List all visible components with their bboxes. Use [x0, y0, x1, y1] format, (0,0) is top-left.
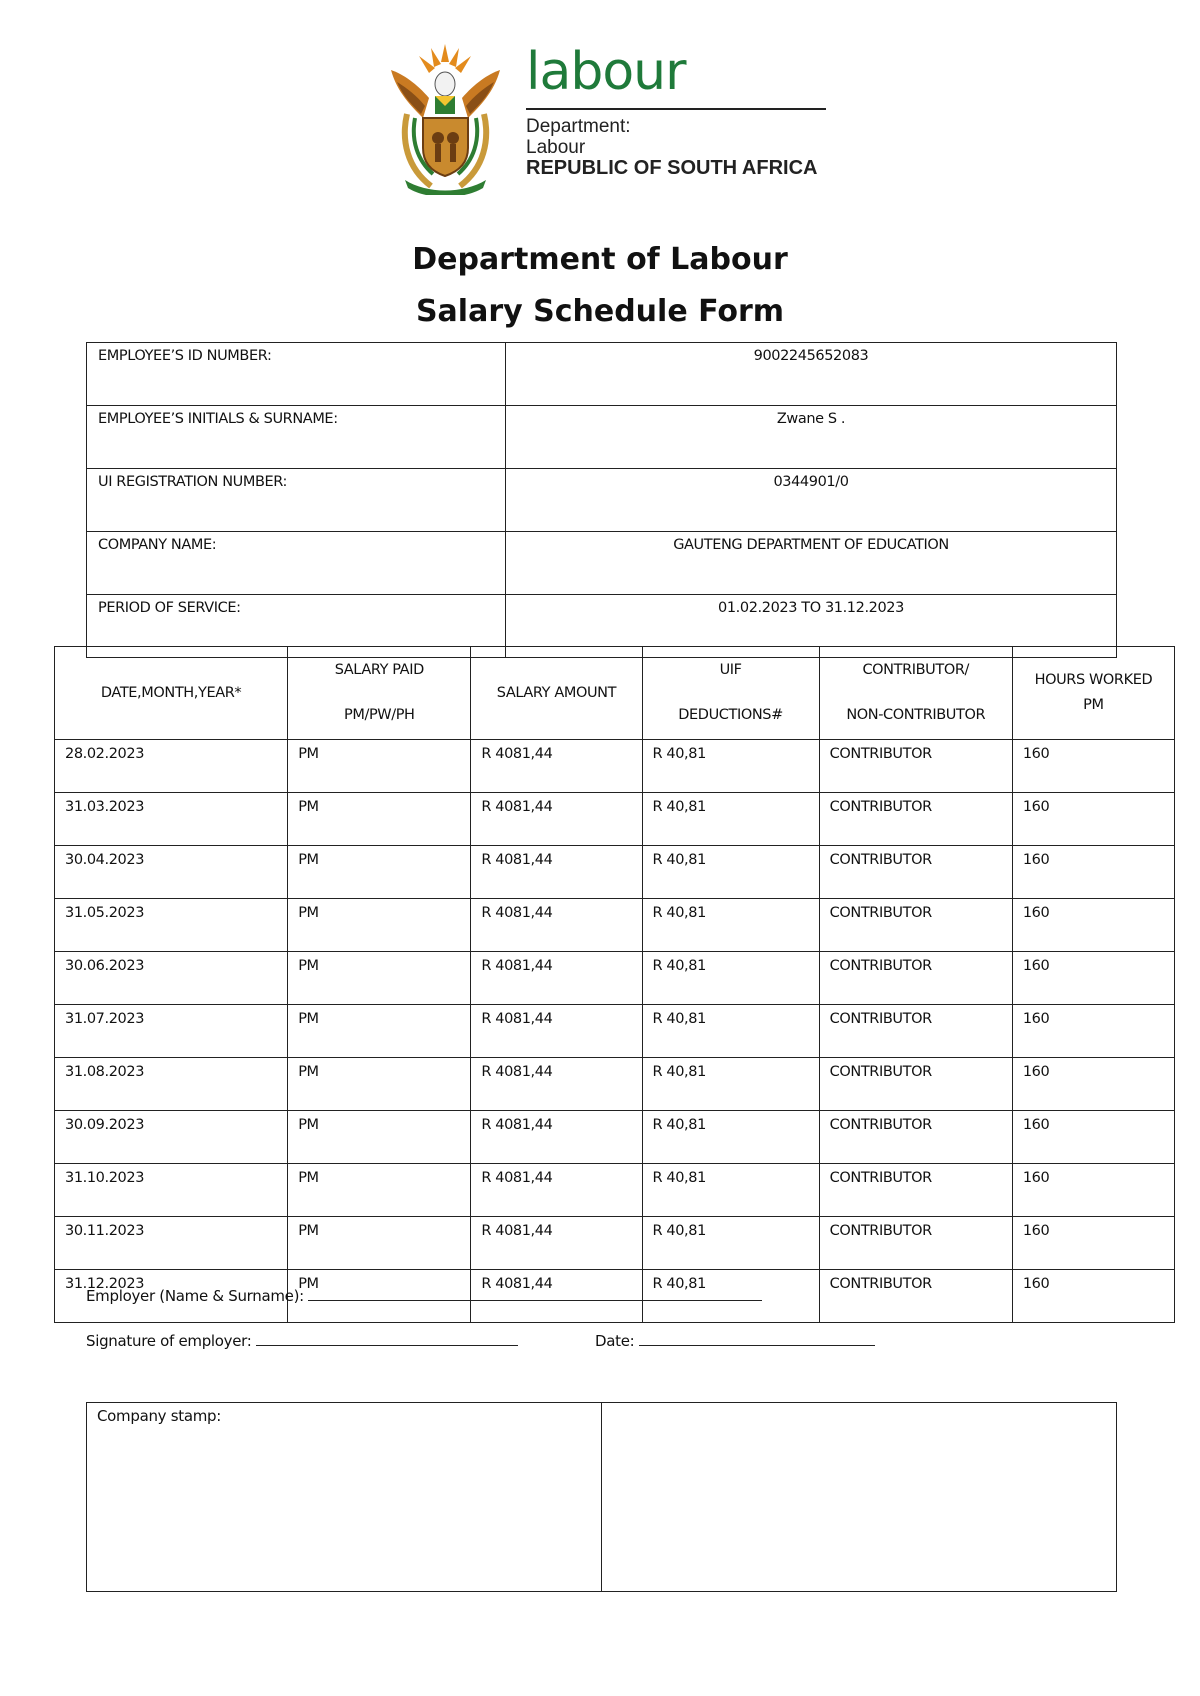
cell-date: 31.03.2023	[55, 793, 288, 846]
cell-salary-paid: PM	[288, 846, 471, 899]
table-row	[55, 1164, 1175, 1217]
header-salary-amount	[471, 647, 642, 740]
cell-hours: 160	[1012, 1270, 1174, 1323]
cell-contributor: CONTRIBUTOR	[819, 1111, 1012, 1164]
cell-salary-paid: PM	[288, 1111, 471, 1164]
period-of-service-label: PERIOD OF SERVICE:	[87, 595, 506, 658]
employer-signature-line	[86, 1331, 518, 1350]
cell-contributor: CONTRIBUTOR	[819, 793, 1012, 846]
date-label: Date:	[595, 1332, 635, 1350]
cell-contributor: CONTRIBUTOR	[819, 1164, 1012, 1217]
department-logo	[383, 40, 843, 200]
cell-hours: 160	[1012, 1111, 1174, 1164]
cell-uif: R 40,81	[642, 952, 819, 1005]
cell-hours: 160	[1012, 740, 1174, 793]
cell-contributor: CONTRIBUTOR	[819, 899, 1012, 952]
header-contributor-line2: NON-CONTRIBUTOR	[846, 707, 986, 723]
table-row	[87, 343, 1117, 406]
cell-hours: 160	[1012, 793, 1174, 846]
table-header-row	[55, 647, 1175, 740]
employer-signature-field[interactable]	[256, 1331, 518, 1346]
cell-uif: R 40,81	[642, 1005, 819, 1058]
cell-salary-paid: PM	[288, 793, 471, 846]
cell-salary-paid: PM	[288, 1270, 471, 1323]
cell-contributor: CONTRIBUTOR	[819, 846, 1012, 899]
cell-uif: R 40,81	[642, 740, 819, 793]
header-contributor-line1: CONTRIBUTOR/	[862, 662, 970, 678]
header-date-label: DATE,MONTH,YEAR*	[100, 684, 242, 701]
id-number-label: EMPLOYEE’S ID NUMBER:	[87, 343, 506, 406]
cell-uif: R 40,81	[642, 793, 819, 846]
brand-divider	[526, 108, 826, 110]
cell-date: 30.04.2023	[55, 846, 288, 899]
ui-registration-value: 0344901/0	[506, 469, 1117, 532]
cell-salary-amount: R 4081,44	[471, 1111, 642, 1164]
id-number-value: 9002245652083	[506, 343, 1117, 406]
period-of-service-value: 01.02.2023 TO 31.12.2023	[506, 595, 1117, 658]
cell-salary-paid: PM	[288, 1058, 471, 1111]
cell-salary-amount: R 4081,44	[471, 899, 642, 952]
document-subtitle: Salary Schedule Form	[415, 294, 785, 329]
cell-contributor: CONTRIBUTOR	[819, 1217, 1012, 1270]
cell-date: 28.02.2023	[55, 740, 288, 793]
cell-salary-amount: R 4081,44	[471, 793, 642, 846]
cell-date: 31.10.2023	[55, 1164, 288, 1217]
cell-contributor: CONTRIBUTOR	[819, 952, 1012, 1005]
ui-registration-label: UI REGISTRATION NUMBER:	[87, 469, 506, 532]
cell-uif: R 40,81	[642, 1270, 819, 1323]
cell-date: 31.07.2023	[55, 1005, 288, 1058]
cell-contributor: CONTRIBUTOR	[819, 1058, 1012, 1111]
table-row	[87, 532, 1117, 595]
cell-hours: 160	[1012, 1217, 1174, 1270]
cell-contributor: CONTRIBUTOR	[819, 740, 1012, 793]
header-date	[55, 647, 288, 740]
cell-uif: R 40,81	[642, 1164, 819, 1217]
table-row	[55, 952, 1175, 1005]
company-stamp-label: Company stamp:	[97, 1407, 222, 1425]
header-uif-line1: UIF	[719, 662, 742, 678]
cell-uif: R 40,81	[642, 1058, 819, 1111]
date-line	[595, 1331, 875, 1350]
cell-salary-paid: PM	[288, 899, 471, 952]
table-row	[55, 899, 1175, 952]
cell-salary-amount: R 4081,44	[471, 1164, 642, 1217]
table-row	[55, 1058, 1175, 1111]
employer-signature-label: Signature of employer:	[86, 1332, 252, 1350]
header-hours-worked	[1012, 647, 1174, 740]
cell-salary-amount: R 4081,44	[471, 846, 642, 899]
header-salary-paid-line1: SALARY PAID	[334, 662, 424, 678]
company-name-label: COMPANY NAME:	[87, 532, 506, 595]
cell-salary-amount: R 4081,44	[471, 952, 642, 1005]
cell-date: 30.11.2023	[55, 1217, 288, 1270]
cell-uif: R 40,81	[642, 1111, 819, 1164]
brand-labour-line: Labour	[526, 137, 586, 158]
brand-text	[526, 40, 826, 179]
cell-uif: R 40,81	[642, 899, 819, 952]
company-name-value: GAUTENG DEPARTMENT OF EDUCATION	[506, 532, 1117, 595]
employer-name-label: Employer (Name & Surname):	[86, 1287, 304, 1305]
header-hours-line1: HOURS WORKED	[1034, 672, 1153, 688]
cell-date: 31.08.2023	[55, 1058, 288, 1111]
cell-salary-paid: PM	[288, 740, 471, 793]
header-contributor	[819, 647, 1012, 740]
employer-name-line	[86, 1286, 762, 1305]
cell-hours: 160	[1012, 1005, 1174, 1058]
name-label: EMPLOYEE’S INITIALS & SURNAME:	[87, 406, 506, 469]
company-stamp-cell	[87, 1403, 602, 1592]
company-stamp-area[interactable]	[602, 1403, 1117, 1592]
cell-salary-amount: R 4081,44	[471, 1005, 642, 1058]
table-row	[55, 1111, 1175, 1164]
cell-uif: R 40,81	[642, 1217, 819, 1270]
table-row	[55, 740, 1175, 793]
brand-country-line: REPUBLIC OF SOUTH AFRICA	[526, 157, 818, 179]
header-salary-paid-line2: PM/PW/PH	[344, 707, 415, 723]
date-field[interactable]	[639, 1331, 875, 1346]
header-uif-deductions	[642, 647, 819, 740]
cell-hours: 160	[1012, 1058, 1174, 1111]
salary-schedule-table	[54, 646, 1175, 1323]
table-row	[55, 793, 1175, 846]
cell-salary-paid: PM	[288, 1164, 471, 1217]
table-row	[55, 846, 1175, 899]
cell-hours: 160	[1012, 1164, 1174, 1217]
document-title: Department of Labour	[412, 242, 788, 277]
cell-salary-amount: R 4081,44	[471, 740, 642, 793]
cell-hours: 160	[1012, 899, 1174, 952]
cell-uif: R 40,81	[642, 846, 819, 899]
employee-info-table	[86, 342, 1117, 658]
header-uif-line2: DEDUCTIONS#	[678, 707, 783, 723]
header-salary-amount-label: SALARY AMOUNT	[496, 684, 617, 701]
table-row	[87, 469, 1117, 532]
table-row	[55, 1005, 1175, 1058]
cell-date: 30.09.2023	[55, 1111, 288, 1164]
header-salary-paid	[288, 647, 471, 740]
cell-date: 31.12.2023	[55, 1270, 288, 1323]
cell-date: 31.05.2023	[55, 899, 288, 952]
name-value: Zwane S .	[506, 406, 1117, 469]
header-hours-line2: PM	[1083, 697, 1104, 713]
cell-date: 30.06.2023	[55, 952, 288, 1005]
table-row	[87, 406, 1117, 469]
cell-contributor: CONTRIBUTOR	[819, 1005, 1012, 1058]
cell-salary-amount: R 4081,44	[471, 1058, 642, 1111]
brand-department-line: Department:	[526, 116, 631, 137]
cell-hours: 160	[1012, 846, 1174, 899]
brand-wordmark: labour	[526, 42, 686, 102]
cell-salary-amount: R 4081,44	[471, 1270, 642, 1323]
cell-salary-paid: PM	[288, 1217, 471, 1270]
cell-salary-paid: PM	[288, 952, 471, 1005]
cell-salary-paid: PM	[288, 1005, 471, 1058]
table-row	[55, 1217, 1175, 1270]
table-row	[87, 1403, 1117, 1592]
coat-of-arms-icon	[383, 40, 508, 195]
employer-name-field[interactable]	[308, 1286, 762, 1301]
company-stamp-table	[86, 1402, 1117, 1592]
cell-hours: 160	[1012, 952, 1174, 1005]
cell-contributor: CONTRIBUTOR	[819, 1270, 1012, 1323]
cell-salary-amount: R 4081,44	[471, 1217, 642, 1270]
